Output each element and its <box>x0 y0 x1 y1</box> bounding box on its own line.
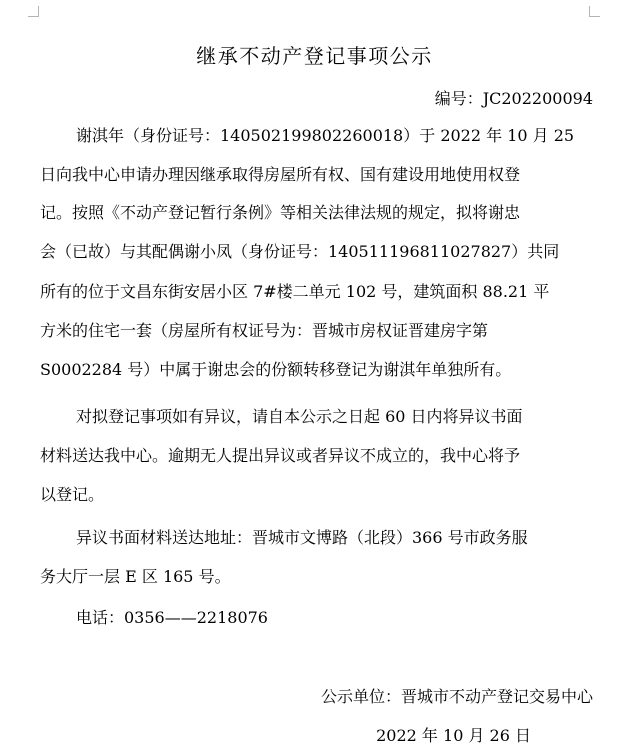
body-line: 谢淇年（身份证号：140502199802260018）于 2022 年 10 月 25 <box>76 126 575 145</box>
phone-line: 电话：0356——2218076 <box>76 608 268 627</box>
body-line: 所有的位于文昌东街安居小区 7#楼二单元 102 号，建筑面积 88.21 平 <box>40 282 550 301</box>
body-line: 异议书面材料送达地址：晋城市文博路（北段）366 号市政务服 <box>76 528 528 547</box>
body-line: 方米的住宅一套（房屋所有权证号为：晋城市房权证晋建房字第 <box>40 321 489 340</box>
body-line: 日向我中心申请办理因继承取得房屋所有权、国有建设用地使用权登 <box>40 165 521 184</box>
body-line: 会（已故）与其配偶谢小凤（身份证号：140511196811027827）共同 <box>40 242 560 261</box>
page-corner-mark-top-left <box>28 6 39 17</box>
document-title: 继承不动产登记事项公示 <box>196 44 433 68</box>
page-corner-mark-top-right <box>589 6 600 17</box>
issue-date: 2022 年 10 月 26 日 <box>376 726 531 745</box>
body-line: 材料送达我中心。逾期无人提出异议或者异议不成立的，我中心将予 <box>40 446 521 465</box>
body-line: 以登记。 <box>40 485 105 504</box>
body-line: 记。按照《不动产登记暂行条例》等相关法律法规的规定，拟将谢忠 <box>40 203 521 222</box>
serial-number: 编号：JC202200094 <box>434 89 593 108</box>
body-line: 务大厅一层 E 区 165 号。 <box>40 567 231 586</box>
issuer-line: 公示单位：晋城市不动产登记交易中心 <box>320 687 593 706</box>
body-line: 对拟登记事项如有异议，请自本公示之日起 60 日内将异议书面 <box>76 407 523 426</box>
body-line: S0002284 号）中属于谢忠会的份额转移登记为谢淇年单独所有。 <box>40 360 512 379</box>
